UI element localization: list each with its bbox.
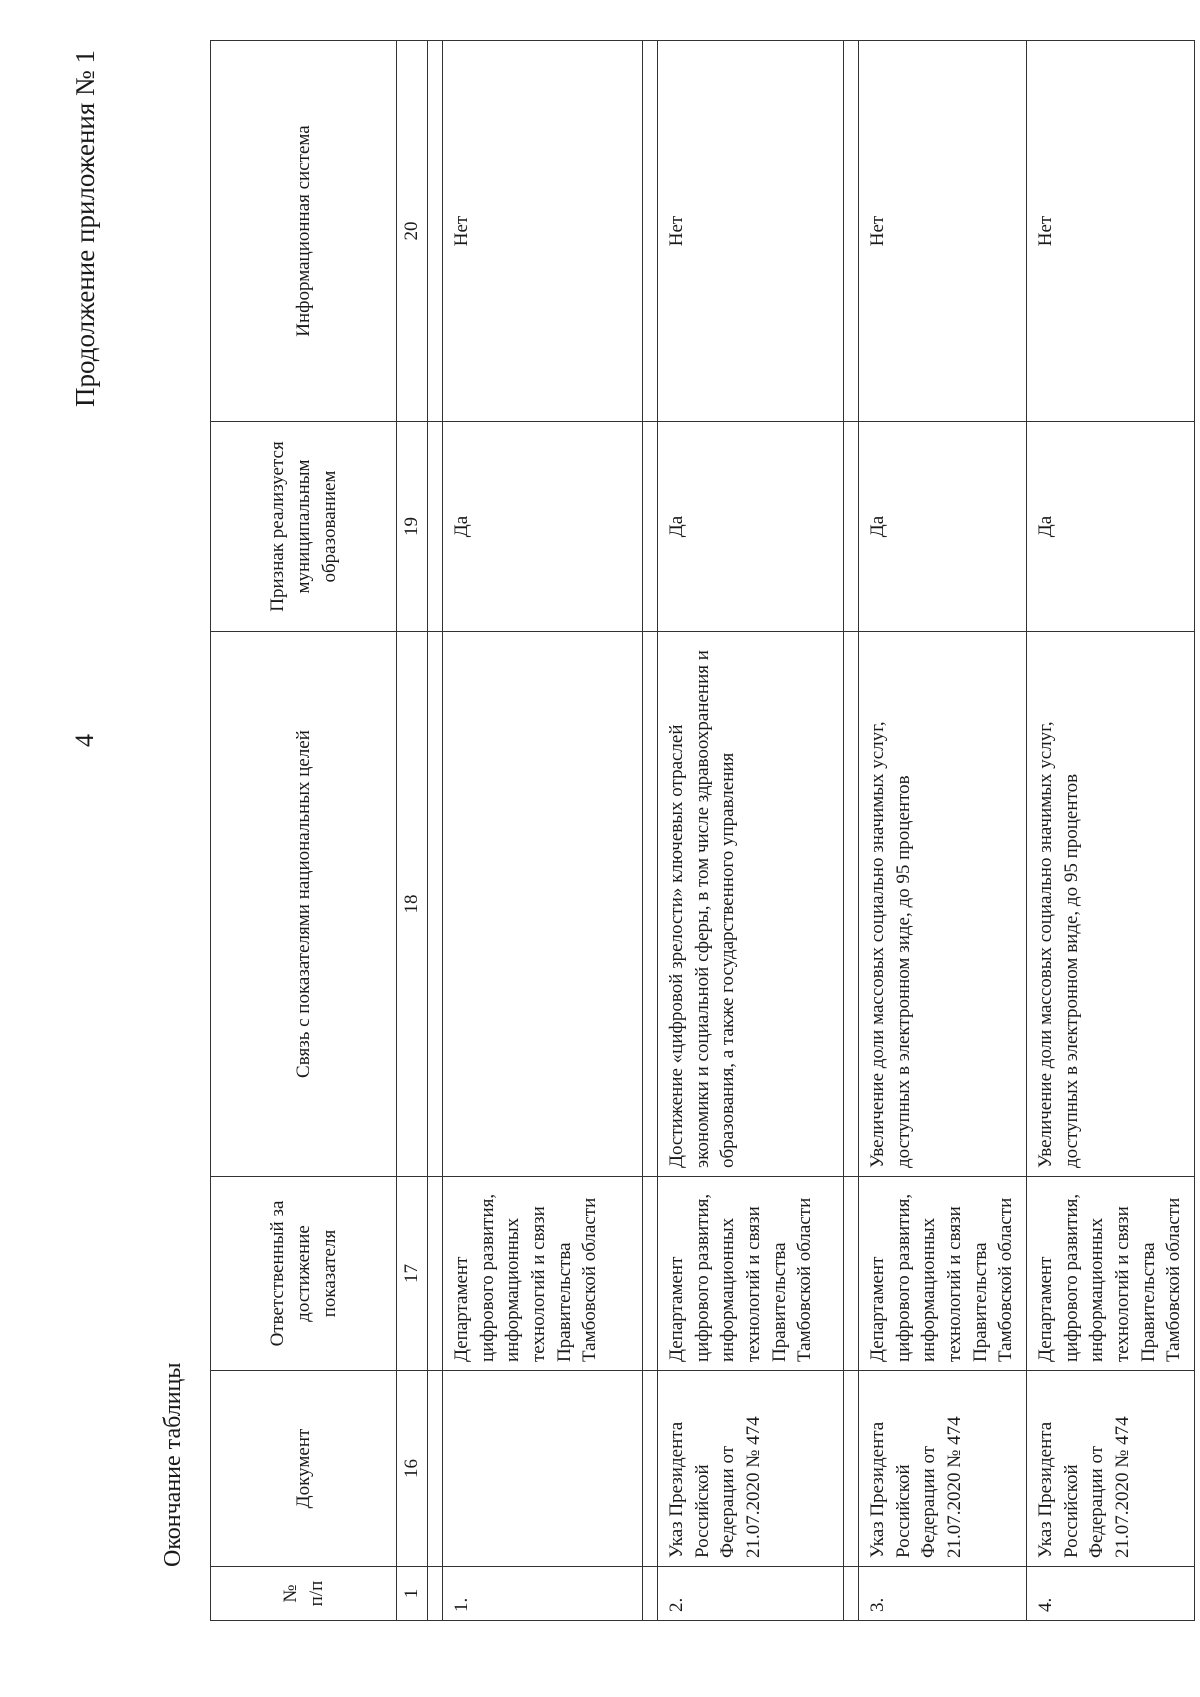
row-num: 3. bbox=[859, 1567, 1027, 1621]
column-number: 1 bbox=[397, 1567, 428, 1621]
continuation-table bbox=[210, 40, 1195, 1621]
row-num: 1. bbox=[443, 1567, 643, 1621]
row-document: Указ Президента Российской Федерации от 21.07.2020 № 474 bbox=[859, 1371, 1027, 1567]
column-number-row bbox=[397, 41, 428, 1621]
row-document bbox=[443, 1371, 643, 1567]
row-link bbox=[443, 632, 643, 1177]
table-row bbox=[443, 41, 643, 1621]
column-number: 17 bbox=[397, 1177, 428, 1371]
row-municipal: Да bbox=[859, 422, 1027, 632]
row-system: Нет bbox=[1027, 41, 1195, 422]
header-document: Документ bbox=[211, 1371, 397, 1567]
row-responsible: Департамент цифрового развития, информационных технологий и связи Правительства Тамбовской области bbox=[859, 1177, 1027, 1371]
row-system: Нет bbox=[443, 41, 643, 422]
row-link: Увеличение доли массовых социально значимых услуг, доступных в электронном зиде, до 95 процентов bbox=[859, 632, 1027, 1177]
row-num: 4. bbox=[1027, 1567, 1195, 1621]
header-system: Информационная система bbox=[211, 41, 397, 422]
table-row bbox=[1027, 41, 1195, 1621]
row-responsible: Департамент цифрового развития, информационных технологий и связи Правительства Тамбовской области bbox=[658, 1177, 844, 1371]
spacer-row bbox=[844, 41, 859, 1621]
column-number: 16 bbox=[397, 1371, 428, 1567]
row-system: Нет bbox=[859, 41, 1027, 422]
page-number: 4 bbox=[70, 734, 99, 747]
table-row bbox=[859, 41, 1027, 1621]
row-document: Указ Президента Российской Федерации от 21.07.2020 № 474 bbox=[658, 1371, 844, 1567]
row-municipal: Да bbox=[1027, 422, 1195, 632]
spacer-row bbox=[643, 41, 658, 1621]
row-link: Достижение «цифровой зрелости» ключевых отраслей экономики и социальной сферы, в том числе здравоохранения и образования, а также государственного управления bbox=[658, 632, 844, 1177]
row-responsible: Департамент цифрового развития, информационных технологий и связи Правительства Тамбовской области bbox=[1027, 1177, 1195, 1371]
column-number: 18 bbox=[397, 632, 428, 1177]
row-link: Увеличение доли массовых социально значимых услуг, доступных в электронном виде, до 95 процентов bbox=[1027, 632, 1195, 1177]
header-municipal: Признак реализуется муниципальным образованием bbox=[211, 422, 397, 632]
row-responsible: Департамент цифрового развития, информационных технологий и связи Правительства Тамбовской области bbox=[443, 1177, 643, 1371]
row-municipal: Да bbox=[658, 422, 844, 632]
row-system: Нет bbox=[658, 41, 844, 422]
spacer-row bbox=[428, 41, 443, 1621]
appendix-title: Продолжение приложения № 1 bbox=[70, 49, 100, 407]
row-municipal: Да bbox=[443, 422, 643, 632]
column-number: 20 bbox=[397, 41, 428, 422]
header-responsible: Ответственный за достижение показателя bbox=[211, 1177, 397, 1371]
header-row bbox=[211, 41, 397, 1621]
header-num: № п/п bbox=[211, 1567, 397, 1621]
table-row bbox=[658, 41, 844, 1621]
row-document: Указ Президента Российской Федерации от 21.07.2020 № 474 bbox=[1027, 1371, 1195, 1567]
row-num: 2. bbox=[658, 1567, 844, 1621]
column-number: 19 bbox=[397, 422, 428, 632]
header-link: Связь с показателями национальных целей bbox=[211, 632, 397, 1177]
table-caption: Окончание таблицы bbox=[160, 1362, 186, 1567]
